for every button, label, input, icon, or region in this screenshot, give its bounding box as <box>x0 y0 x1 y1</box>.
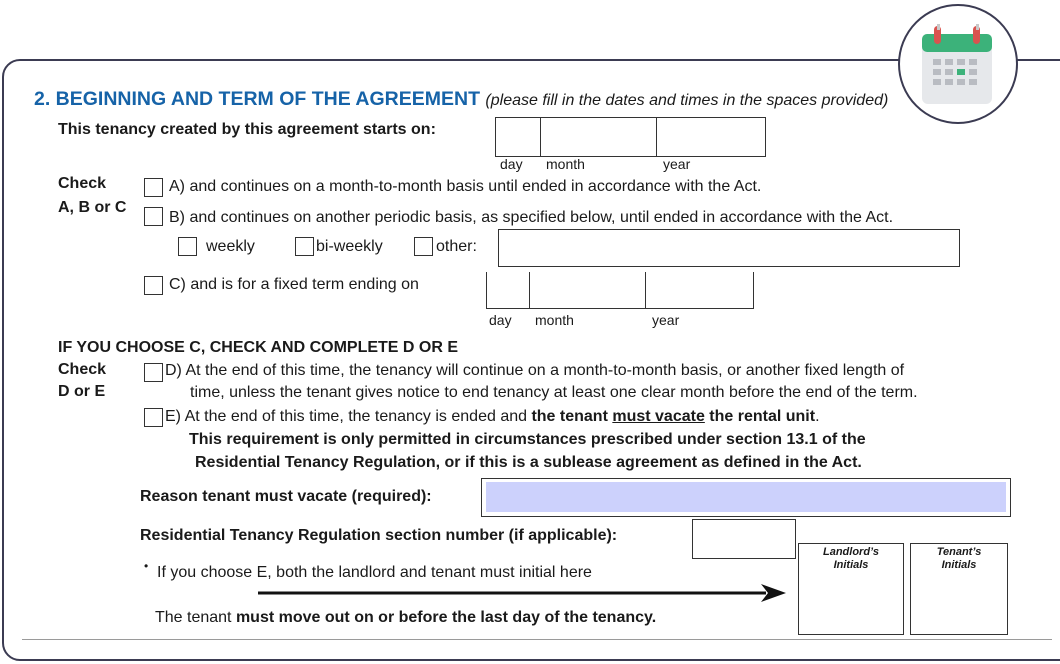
move-out-text <box>155 609 656 627</box>
section-heading <box>34 88 888 111</box>
requirement-line2: Residential Tenancy Regulation, or if this is a sublease agreement as defined in the Act. <box>195 454 862 471</box>
section-divider <box>22 639 1052 640</box>
other-period-field[interactable] <box>498 229 960 267</box>
regulation-label: Residential Tenancy Regulation section number (if applicable): <box>140 527 618 544</box>
option-b-checkbox[interactable] <box>144 207 163 226</box>
requirement-line1: This requirement is only permitted in circumstances prescribed under section 13.1 of the <box>189 431 866 448</box>
tenant-initials-box[interactable] <box>910 543 1008 635</box>
option-c-checkbox[interactable] <box>144 276 163 295</box>
landlord-initials-box[interactable] <box>798 543 904 635</box>
arrow-right-icon <box>256 582 788 604</box>
bullet: • <box>144 559 149 573</box>
move-out-bold: must move out on or before the last day of the tenancy. <box>235 609 657 626</box>
start-year-label: year <box>663 156 691 172</box>
option-d-checkbox[interactable] <box>144 363 163 382</box>
other-checkbox[interactable] <box>414 237 433 256</box>
check-abc-label-1: Check <box>58 175 107 192</box>
option-b-text: B) and continues on another periodic basis, as specified below, until ended in accordance with the Act. <box>169 209 894 226</box>
start-label: This tenancy created by this agreement starts on: <box>58 121 436 138</box>
option-e-text <box>165 408 820 426</box>
option-e-bold1: the tenant <box>531 408 613 425</box>
end-day-field[interactable] <box>487 273 529 308</box>
tenant-initials-label-1: Tenant’s <box>936 546 982 558</box>
biweekly-label: bi-weekly <box>316 238 383 255</box>
reason-label: Reason tenant must vacate (required): <box>140 488 432 505</box>
reason-input[interactable] <box>486 482 1006 512</box>
end-year-label: year <box>652 312 680 328</box>
option-e-checkbox[interactable] <box>144 408 163 427</box>
end-day-label: day <box>489 312 512 328</box>
regulation-input[interactable] <box>692 519 796 559</box>
option-d-line2: time, unless the tenant gives notice to end tenancy at least one clear month before the end of the term. <box>190 384 918 401</box>
weekly-checkbox[interactable] <box>178 237 197 256</box>
start-day-label: day <box>500 156 523 172</box>
option-a-checkbox[interactable] <box>144 178 163 197</box>
start-month-label: month <box>546 156 585 172</box>
check-abc-label-2: A, B or C <box>58 199 127 216</box>
end-year-field[interactable] <box>646 273 753 308</box>
end-month-field[interactable] <box>530 273 645 308</box>
tenant-initials-label-2: Initials <box>941 559 977 571</box>
calendar-badge <box>898 4 1018 124</box>
other-label: other: <box>436 238 477 255</box>
landlord-initials-label-2: Initials <box>833 559 869 571</box>
option-d-line1: D) At the end of this time, the tenancy will continue on a month-to-month basis, or another fixed length of <box>165 362 905 379</box>
end-date-right-edge <box>753 272 754 309</box>
move-out-pre: The tenant <box>155 609 236 626</box>
section-note: (please fill in the dates and times in the spaces provided) <box>485 92 889 109</box>
option-e-underline: must vacate <box>612 408 705 425</box>
weekly-label: weekly <box>206 238 255 255</box>
biweekly-checkbox[interactable] <box>295 237 314 256</box>
end-month-label: month <box>535 312 574 328</box>
landlord-initials-label-1: Landlord’s <box>822 546 880 558</box>
start-year-field[interactable] <box>656 117 766 157</box>
option-c-text: C) and is for a fixed term ending on <box>169 276 419 293</box>
end-date-bottom-edge <box>486 308 754 309</box>
section-title: 2. BEGINNING AND TERM OF THE AGREEMENT <box>34 88 480 110</box>
check-de-label-1: Check <box>58 361 107 378</box>
option-e-end: . <box>815 408 820 425</box>
option-e-pre: E) At the end of this time, the tenancy is ended and <box>165 408 532 425</box>
start-month-field[interactable] <box>540 117 658 157</box>
option-a-text: A) and continues on a month-to-month basis until ended in accordance with the Act. <box>169 178 762 195</box>
de-heading: IF YOU CHOOSE C, CHECK AND COMPLETE D OR E <box>58 339 459 356</box>
initials-note: If you choose E, both the landlord and tenant must initial here <box>157 564 592 581</box>
start-day-field[interactable] <box>495 117 542 157</box>
check-de-label-2: D or E <box>58 383 106 400</box>
calendar-icon <box>900 6 1016 122</box>
option-e-bold2: the rental unit <box>704 408 816 425</box>
